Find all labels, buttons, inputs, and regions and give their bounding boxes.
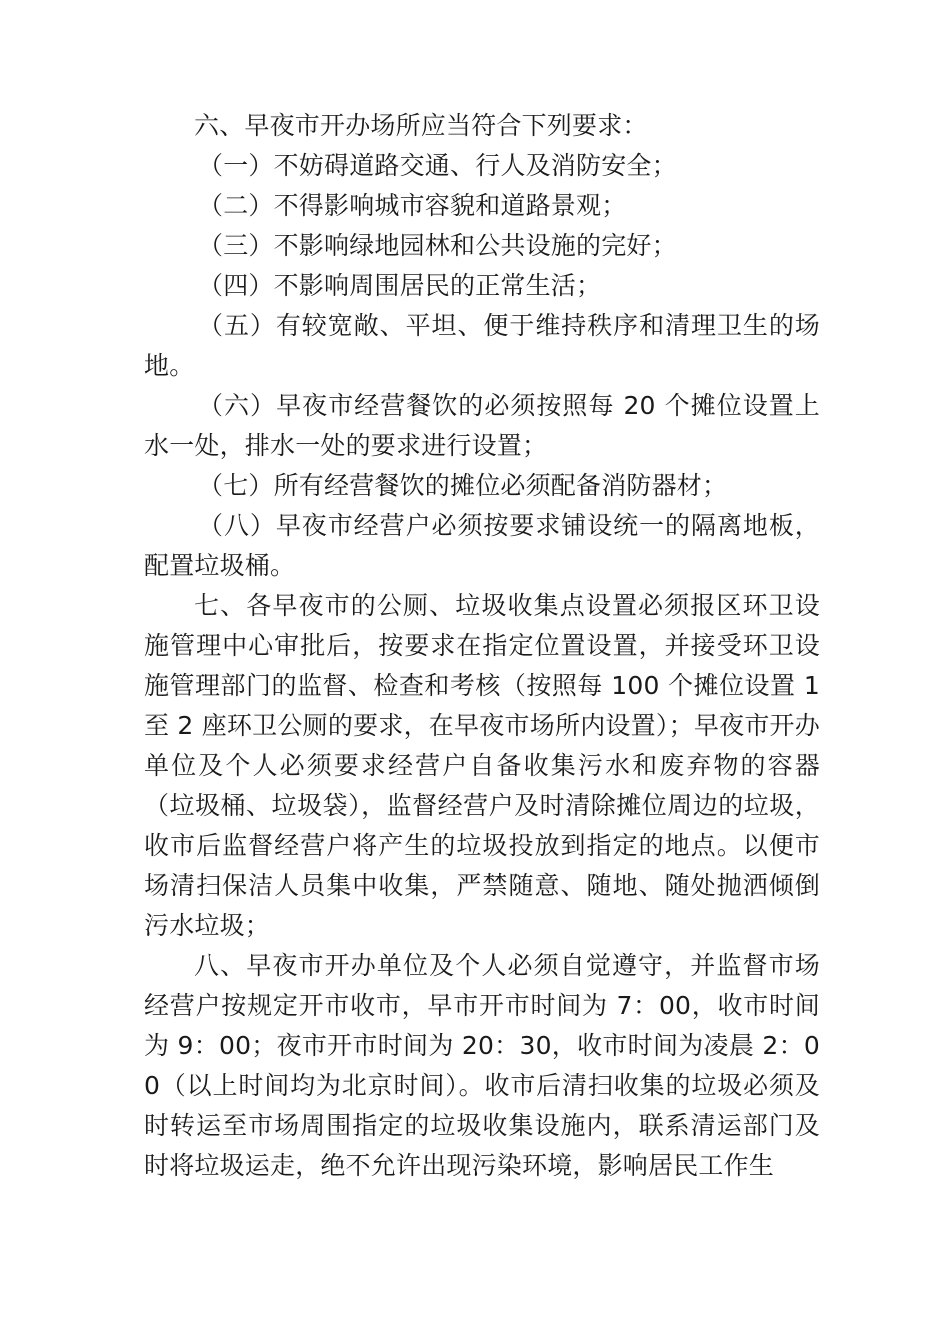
paragraph-item-8: （八）早夜市经营户必须按要求铺设统一的隔离地板，配置垃圾桶。: [144, 511, 820, 580]
paragraph-item-6: （六）早夜市经营餐饮的必须按照每 20 个摊位设置上水一处，排水一处的要求进行设置；: [144, 391, 820, 460]
paragraph-item-3: （三）不影响绿地园林和公共设施的完好；: [198, 231, 677, 260]
paragraph-item-1: （一）不妨碍道路交通、行人及消防安全；: [198, 151, 677, 180]
paragraph-item-7: （七）所有经营餐饮的摊位必须配备消防器材；: [198, 471, 728, 500]
paragraph-item-2: （二）不得影响城市容貌和道路景观；: [198, 191, 627, 220]
document-body: [144, 106, 820, 1186]
paragraph-item-5: （五）有较宽敞、平坦、便于维持秩序和清理卫生的场地。: [144, 311, 820, 380]
paragraph-section-7: 七、各早夜市的公厕、垃圾收集点设置必须报区环卫设施管理中心审批后，按要求在指定位置设置，并接受环卫设施管理部门的监督、检查和考核（按照每 100 个摊位设置 1 至 2 座环卫公厕的要求，在早夜市场所内设置）；早夜市开办单位及个人必须要求经营户自备收集污水和废弃物的容器（垃圾桶、垃圾袋），监督经营户及时清除摊位周边的垃圾，收市后监督经营户将产生的垃圾投放到指定的地点。以便市场清扫保洁人员集中收集，严禁随意、随地、随处抛洒倾倒污水垃圾；: [144, 591, 820, 940]
paragraph-item-4: （四）不影响周围居民的正常生活；: [198, 271, 602, 300]
paragraph-section-8: 八、早夜市开办单位及个人必须自觉遵守，并监督市场经营户按规定开市收市，早市开市时间为 7：00，收市时间为 9：00；夜市开市时间为 20：30，收市时间为凌晨 2：00（以上时间均为北京时间）。收市后清扫收集的垃圾必须及时转运至市场周围指定的垃圾收集设施内，联系清运部门及时将垃圾运走，绝不允许出现污染环境，影响居民工作生: [144, 951, 820, 1180]
paragraph-section-6: 六、早夜市开办场所应当符合下列要求：: [194, 111, 648, 140]
